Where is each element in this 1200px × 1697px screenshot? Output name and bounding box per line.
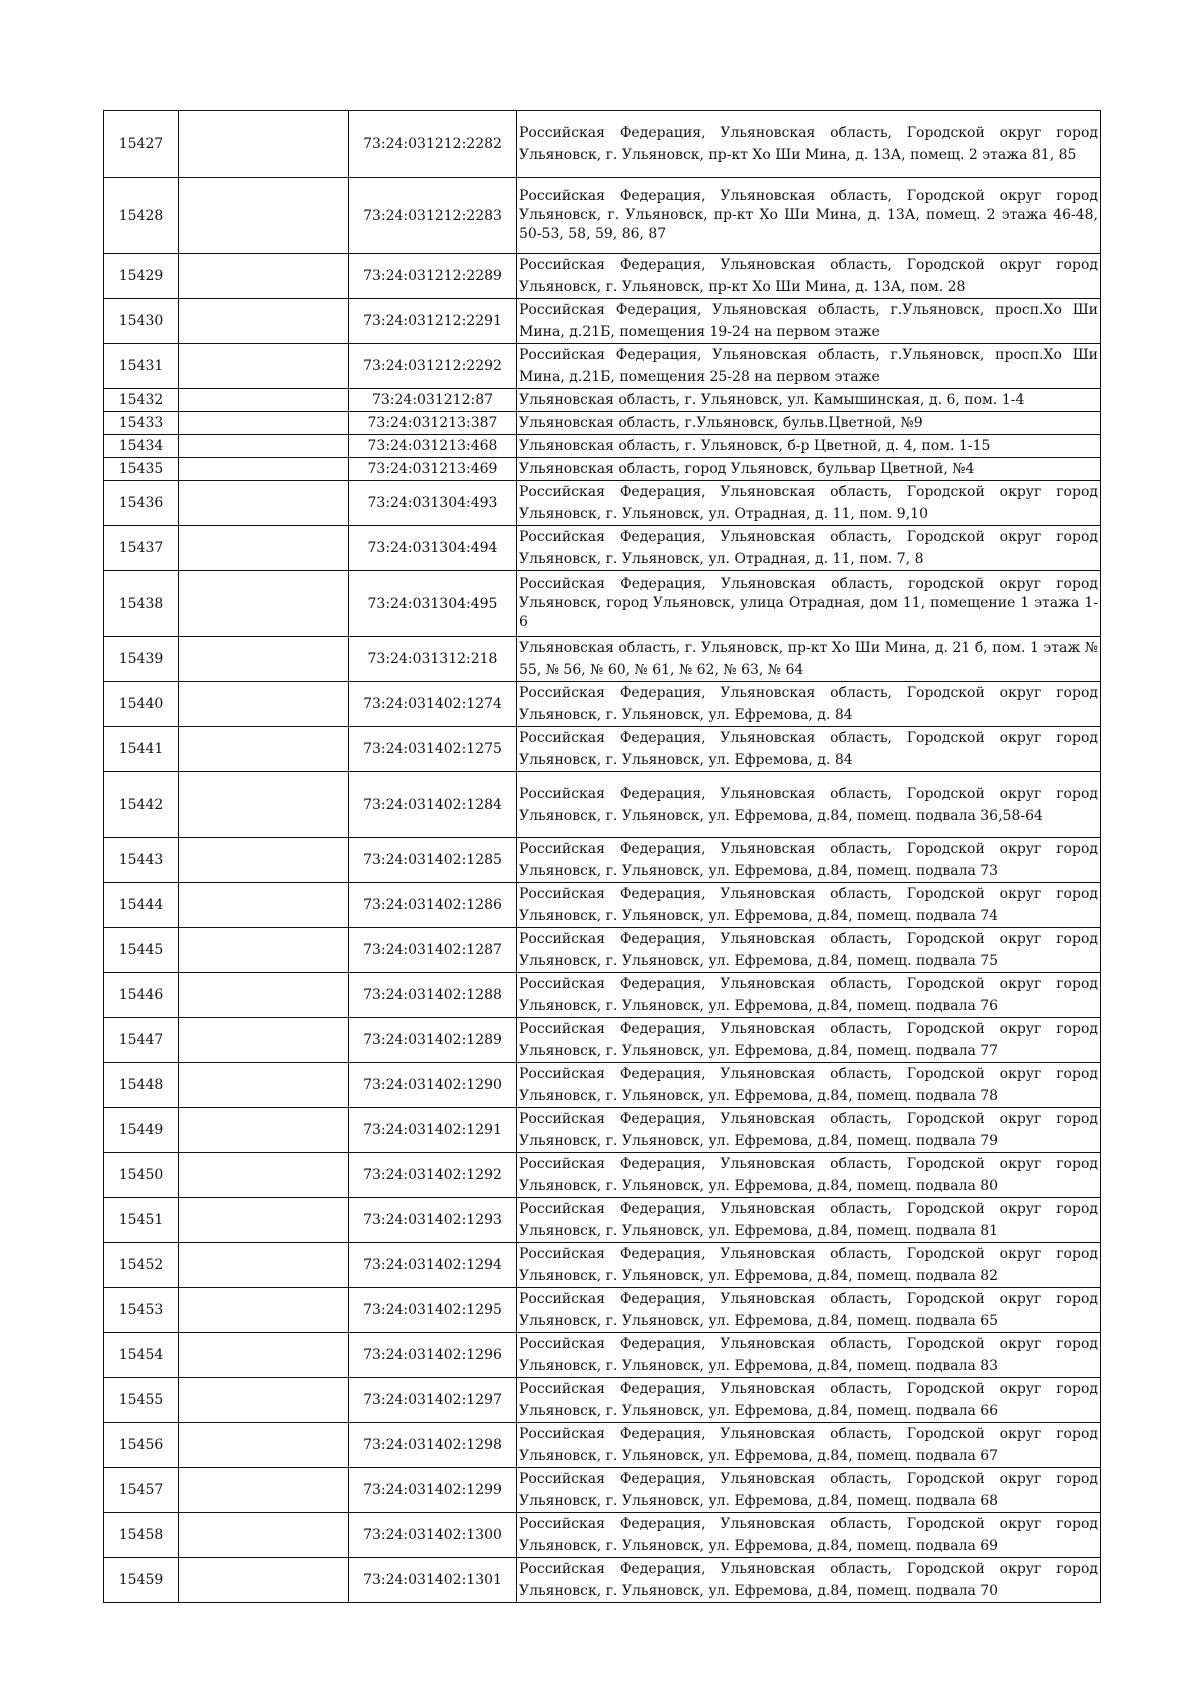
cadastral-number-cell: 73:24:031402:1275 <box>349 727 517 772</box>
address-cell: Российская Федерация, Ульяновская область, Городской округ город Ульяновск, г. Ульяновск, ул. Ефремова, д.84, помещ. подвала 73 <box>517 838 1101 883</box>
cadastral-number-cell: 73:24:031213:468 <box>349 435 517 458</box>
table-row <box>104 838 1101 883</box>
address-cell: Российская Федерация, Ульяновская область, Городской округ город Ульяновск, г. Ульяновск, ул. Ефремова, д.84, помещ. подвала 69 <box>517 1513 1101 1558</box>
empty-cell <box>179 178 349 254</box>
row-number-cell: 15433 <box>104 412 179 435</box>
cadastral-number-cell: 73:24:031402:1294 <box>349 1243 517 1288</box>
empty-cell <box>179 254 349 299</box>
address-cell: Российская Федерация, Ульяновская область, г.Ульяновск, просп.Хо Ши Мина, д.21Б, помещения 25-28 на первом этаже <box>517 344 1101 389</box>
empty-cell <box>179 1378 349 1423</box>
address-cell: Российская Федерация, Ульяновская область, Городской округ город Ульяновск, г. Ульяновск, ул. Ефремова, д. 84 <box>517 727 1101 772</box>
table-row <box>104 412 1101 435</box>
cadastral-number-cell: 73:24:031402:1292 <box>349 1153 517 1198</box>
cadastral-number-cell: 73:24:031402:1284 <box>349 772 517 838</box>
row-number-cell: 15434 <box>104 435 179 458</box>
table-row <box>104 1153 1101 1198</box>
cadastral-number-cell: 73:24:031212:2283 <box>349 178 517 254</box>
row-number-cell: 15441 <box>104 727 179 772</box>
cadastral-number-cell: 73:24:031402:1295 <box>349 1288 517 1333</box>
row-number-cell: 15437 <box>104 526 179 571</box>
address-cell: Ульяновская область, г. Ульяновск, б-р Цветной, д. 4, пом. 1-15 <box>517 435 1101 458</box>
empty-cell <box>179 1333 349 1378</box>
empty-cell <box>179 682 349 727</box>
table-row <box>104 1198 1101 1243</box>
cadastral-number-cell: 73:24:031212:2282 <box>349 111 517 178</box>
table-row <box>104 254 1101 299</box>
row-number-cell: 15457 <box>104 1468 179 1513</box>
table-row <box>104 772 1101 838</box>
empty-cell <box>179 571 349 637</box>
row-number-cell: 15448 <box>104 1063 179 1108</box>
table-row <box>104 1108 1101 1153</box>
empty-cell <box>179 435 349 458</box>
address-cell: Российская Федерация, Ульяновская область, Городской округ город Ульяновск, г. Ульяновск, ул. Ефремова, д.84, помещ. подвала 80 <box>517 1153 1101 1198</box>
table-row <box>104 1333 1101 1378</box>
empty-cell <box>179 1468 349 1513</box>
row-number-cell: 15445 <box>104 928 179 973</box>
row-number-cell: 15435 <box>104 458 179 481</box>
row-number-cell: 15451 <box>104 1198 179 1243</box>
table-row <box>104 299 1101 344</box>
table-row <box>104 682 1101 727</box>
cadastral-number-cell: 73:24:031212:87 <box>349 389 517 412</box>
empty-cell <box>179 727 349 772</box>
cadastral-number-cell: 73:24:031213:387 <box>349 412 517 435</box>
cadastral-number-cell: 73:24:031402:1301 <box>349 1558 517 1603</box>
row-number-cell: 15450 <box>104 1153 179 1198</box>
row-number-cell: 15444 <box>104 883 179 928</box>
address-cell: Российская Федерация, Ульяновская область, Городской округ город Ульяновск, г. Ульяновск, пр-кт Хо Ши Мина, д. 13А, пом. 28 <box>517 254 1101 299</box>
cadastral-number-cell: 73:24:031402:1289 <box>349 1018 517 1063</box>
table-row <box>104 526 1101 571</box>
table-row <box>104 111 1101 178</box>
empty-cell <box>179 1153 349 1198</box>
table-row <box>104 178 1101 254</box>
empty-cell <box>179 1513 349 1558</box>
table-row <box>104 637 1101 682</box>
cadastral-number-cell: 73:24:031304:495 <box>349 571 517 637</box>
table-row <box>104 344 1101 389</box>
address-cell: Российская Федерация, Ульяновская область, Городской округ город Ульяновск, г. Ульяновск, ул. Ефремова, д.84, помещ. подвала 67 <box>517 1423 1101 1468</box>
table-row <box>104 1513 1101 1558</box>
row-number-cell: 15439 <box>104 637 179 682</box>
table-row <box>104 1378 1101 1423</box>
cadastral-number-cell: 73:24:031312:218 <box>349 637 517 682</box>
row-number-cell: 15428 <box>104 178 179 254</box>
cadastral-number-cell: 73:24:031402:1297 <box>349 1378 517 1423</box>
address-cell: Российская Федерация, Ульяновская область, Городской округ город Ульяновск, г. Ульяновск, ул. Ефремова, д.84, помещ. подвала 78 <box>517 1063 1101 1108</box>
table-row <box>104 973 1101 1018</box>
table-row <box>104 481 1101 526</box>
table-row <box>104 1063 1101 1108</box>
empty-cell <box>179 838 349 883</box>
address-cell: Российская Федерация, Ульяновская область, Городской округ город Ульяновск, г. Ульяновск, пр-кт Хо Ши Мина, д. 13А, помещ. 2 этажа 46-48, 50-53, 58, 59, 86, 87 <box>517 178 1101 254</box>
empty-cell <box>179 928 349 973</box>
row-number-cell: 15452 <box>104 1243 179 1288</box>
table-row <box>104 1558 1101 1603</box>
address-cell: Российская Федерация, Ульяновская область, городской округ город Ульяновск, город Ульяновск, улица Отрадная, дом 11, помещение 1 этажа 1-6 <box>517 571 1101 637</box>
empty-cell <box>179 299 349 344</box>
cadastral-number-cell: 73:24:031402:1298 <box>349 1423 517 1468</box>
cadastral-number-cell: 73:24:031402:1291 <box>349 1108 517 1153</box>
row-number-cell: 15432 <box>104 389 179 412</box>
table-row <box>104 727 1101 772</box>
cadastral-number-cell: 73:24:031304:494 <box>349 526 517 571</box>
empty-cell <box>179 1423 349 1468</box>
empty-cell <box>179 526 349 571</box>
empty-cell <box>179 389 349 412</box>
cadastral-number-cell: 73:24:031212:2289 <box>349 254 517 299</box>
cadastral-number-cell: 73:24:031402:1299 <box>349 1468 517 1513</box>
empty-cell <box>179 458 349 481</box>
table-row <box>104 1018 1101 1063</box>
address-cell: Российская Федерация, Ульяновская область, Городской округ город Ульяновск, г. Ульяновск, ул. Ефремова, д. 84 <box>517 682 1101 727</box>
address-cell: Российская Федерация, Ульяновская область, Городской округ город Ульяновск, г. Ульяновск, ул. Ефремова, д.84, помещ. подвала 76 <box>517 973 1101 1018</box>
empty-cell <box>179 1288 349 1333</box>
table-row <box>104 571 1101 637</box>
address-cell: Российская Федерация, Ульяновская область, Городской округ город Ульяновск, г. Ульяновск, ул. Ефремова, д.84, помещ. подвала 82 <box>517 1243 1101 1288</box>
table-row <box>104 928 1101 973</box>
cadastral-number-cell: 73:24:031402:1285 <box>349 838 517 883</box>
empty-cell <box>179 637 349 682</box>
row-number-cell: 15431 <box>104 344 179 389</box>
address-cell: Российская Федерация, Ульяновская область, Городской округ город Ульяновск, г. Ульяновск, ул. Ефремова, д.84, помещ. подвала 83 <box>517 1333 1101 1378</box>
cadastral-number-cell: 73:24:031402:1274 <box>349 682 517 727</box>
address-cell: Российская Федерация, Ульяновская область, Городской округ город Ульяновск, г. Ульяновск, ул. Ефремова, д.84, помещ. подвала 70 <box>517 1558 1101 1603</box>
empty-cell <box>179 111 349 178</box>
address-cell: Ульяновская область, г.Ульяновск, бульв.Цветной, №9 <box>517 412 1101 435</box>
table-row <box>104 1243 1101 1288</box>
address-cell: Российская Федерация, Ульяновская область, Городской округ город Ульяновск, г. Ульяновск, ул. Отрадная, д. 11, пом. 7, 8 <box>517 526 1101 571</box>
cadastral-number-cell: 73:24:031402:1296 <box>349 1333 517 1378</box>
row-number-cell: 15459 <box>104 1558 179 1603</box>
address-cell: Российская Федерация, Ульяновская область, Городской округ город Ульяновск, г. Ульяновск, ул. Ефремова, д.84, помещ. подвала 81 <box>517 1198 1101 1243</box>
row-number-cell: 15455 <box>104 1378 179 1423</box>
cadastral-number-cell: 73:24:031402:1287 <box>349 928 517 973</box>
address-cell: Российская Федерация, Ульяновская область, г.Ульяновск, просп.Хо Ши Мина, д.21Б, помещения 19-24 на первом этаже <box>517 299 1101 344</box>
empty-cell <box>179 1018 349 1063</box>
address-cell: Российская Федерация, Ульяновская область, Городской округ город Ульяновск, г. Ульяновск, пр-кт Хо Ши Мина, д. 13А, помещ. 2 этажа 81, 85 <box>517 111 1101 178</box>
address-cell: Российская Федерация, Ульяновская область, Городской округ город Ульяновск, г. Ульяновск, ул. Ефремова, д.84, помещ. подвала 65 <box>517 1288 1101 1333</box>
row-number-cell: 15438 <box>104 571 179 637</box>
empty-cell <box>179 772 349 838</box>
registry-table-body <box>104 111 1101 1603</box>
row-number-cell: 15446 <box>104 973 179 1018</box>
row-number-cell: 15458 <box>104 1513 179 1558</box>
address-cell: Российская Федерация, Ульяновская область, Городской округ город Ульяновск, г. Ульяновск, ул. Отрадная, д. 11, пом. 9,10 <box>517 481 1101 526</box>
cadastral-number-cell: 73:24:031402:1293 <box>349 1198 517 1243</box>
table-row <box>104 435 1101 458</box>
empty-cell <box>179 1243 349 1288</box>
empty-cell <box>179 1108 349 1153</box>
row-number-cell: 15429 <box>104 254 179 299</box>
row-number-cell: 15440 <box>104 682 179 727</box>
address-cell: Ульяновская область, город Ульяновск, бульвар Цветной, №4 <box>517 458 1101 481</box>
address-cell: Российская Федерация, Ульяновская область, Городской округ город Ульяновск, г. Ульяновск, ул. Ефремова, д.84, помещ. подвала 77 <box>517 1018 1101 1063</box>
table-row <box>104 1423 1101 1468</box>
address-cell: Российская Федерация, Ульяновская область, Городской округ город Ульяновск, г. Ульяновск, ул. Ефремова, д.84, помещ. подвала 79 <box>517 1108 1101 1153</box>
cadastral-number-cell: 73:24:031212:2292 <box>349 344 517 389</box>
empty-cell <box>179 344 349 389</box>
address-cell: Российская Федерация, Ульяновская область, Городской округ город Ульяновск, г. Ульяновск, ул. Ефремова, д.84, помещ. подвала 66 <box>517 1378 1101 1423</box>
table-row <box>104 1468 1101 1513</box>
row-number-cell: 15443 <box>104 838 179 883</box>
table-row <box>104 389 1101 412</box>
row-number-cell: 15449 <box>104 1108 179 1153</box>
empty-cell <box>179 973 349 1018</box>
row-number-cell: 15442 <box>104 772 179 838</box>
row-number-cell: 15454 <box>104 1333 179 1378</box>
registry-table <box>103 110 1101 1603</box>
table-row <box>104 1288 1101 1333</box>
address-cell: Российская Федерация, Ульяновская область, Городской округ город Ульяновск, г. Ульяновск, ул. Ефремова, д.84, помещ. подвала 75 <box>517 928 1101 973</box>
empty-cell <box>179 1063 349 1108</box>
address-cell: Российская Федерация, Ульяновская область, Городской округ город Ульяновск, г. Ульяновск, ул. Ефремова, д.84, помещ. подвала 68 <box>517 1468 1101 1513</box>
cadastral-number-cell: 73:24:031402:1300 <box>349 1513 517 1558</box>
cadastral-number-cell: 73:24:031402:1290 <box>349 1063 517 1108</box>
row-number-cell: 15430 <box>104 299 179 344</box>
cadastral-number-cell: 73:24:031402:1286 <box>349 883 517 928</box>
table-row <box>104 458 1101 481</box>
cadastral-number-cell: 73:24:031213:469 <box>349 458 517 481</box>
empty-cell <box>179 883 349 928</box>
address-cell: Ульяновская область, г. Ульяновск, пр-кт Хо Ши Мина, д. 21 б, пом. 1 этаж № 55, № 56, № 60, № 61, № 62, № 63, № 64 <box>517 637 1101 682</box>
row-number-cell: 15436 <box>104 481 179 526</box>
address-cell: Российская Федерация, Ульяновская область, Городской округ город Ульяновск, г. Ульяновск, ул. Ефремова, д.84, помещ. подвала 74 <box>517 883 1101 928</box>
cadastral-number-cell: 73:24:031212:2291 <box>349 299 517 344</box>
row-number-cell: 15453 <box>104 1288 179 1333</box>
address-cell: Российская Федерация, Ульяновская область, Городской округ город Ульяновск, г. Ульяновск, ул. Ефремова, д.84, помещ. подвала 36,58-64 <box>517 772 1101 838</box>
cadastral-number-cell: 73:24:031402:1288 <box>349 973 517 1018</box>
table-row <box>104 883 1101 928</box>
empty-cell <box>179 481 349 526</box>
cadastral-number-cell: 73:24:031304:493 <box>349 481 517 526</box>
empty-cell <box>179 1558 349 1603</box>
empty-cell <box>179 412 349 435</box>
empty-cell <box>179 1198 349 1243</box>
address-cell: Ульяновская область, г. Ульяновск, ул. Камышинская, д. 6, пом. 1-4 <box>517 389 1101 412</box>
row-number-cell: 15427 <box>104 111 179 178</box>
row-number-cell: 15456 <box>104 1423 179 1468</box>
row-number-cell: 15447 <box>104 1018 179 1063</box>
